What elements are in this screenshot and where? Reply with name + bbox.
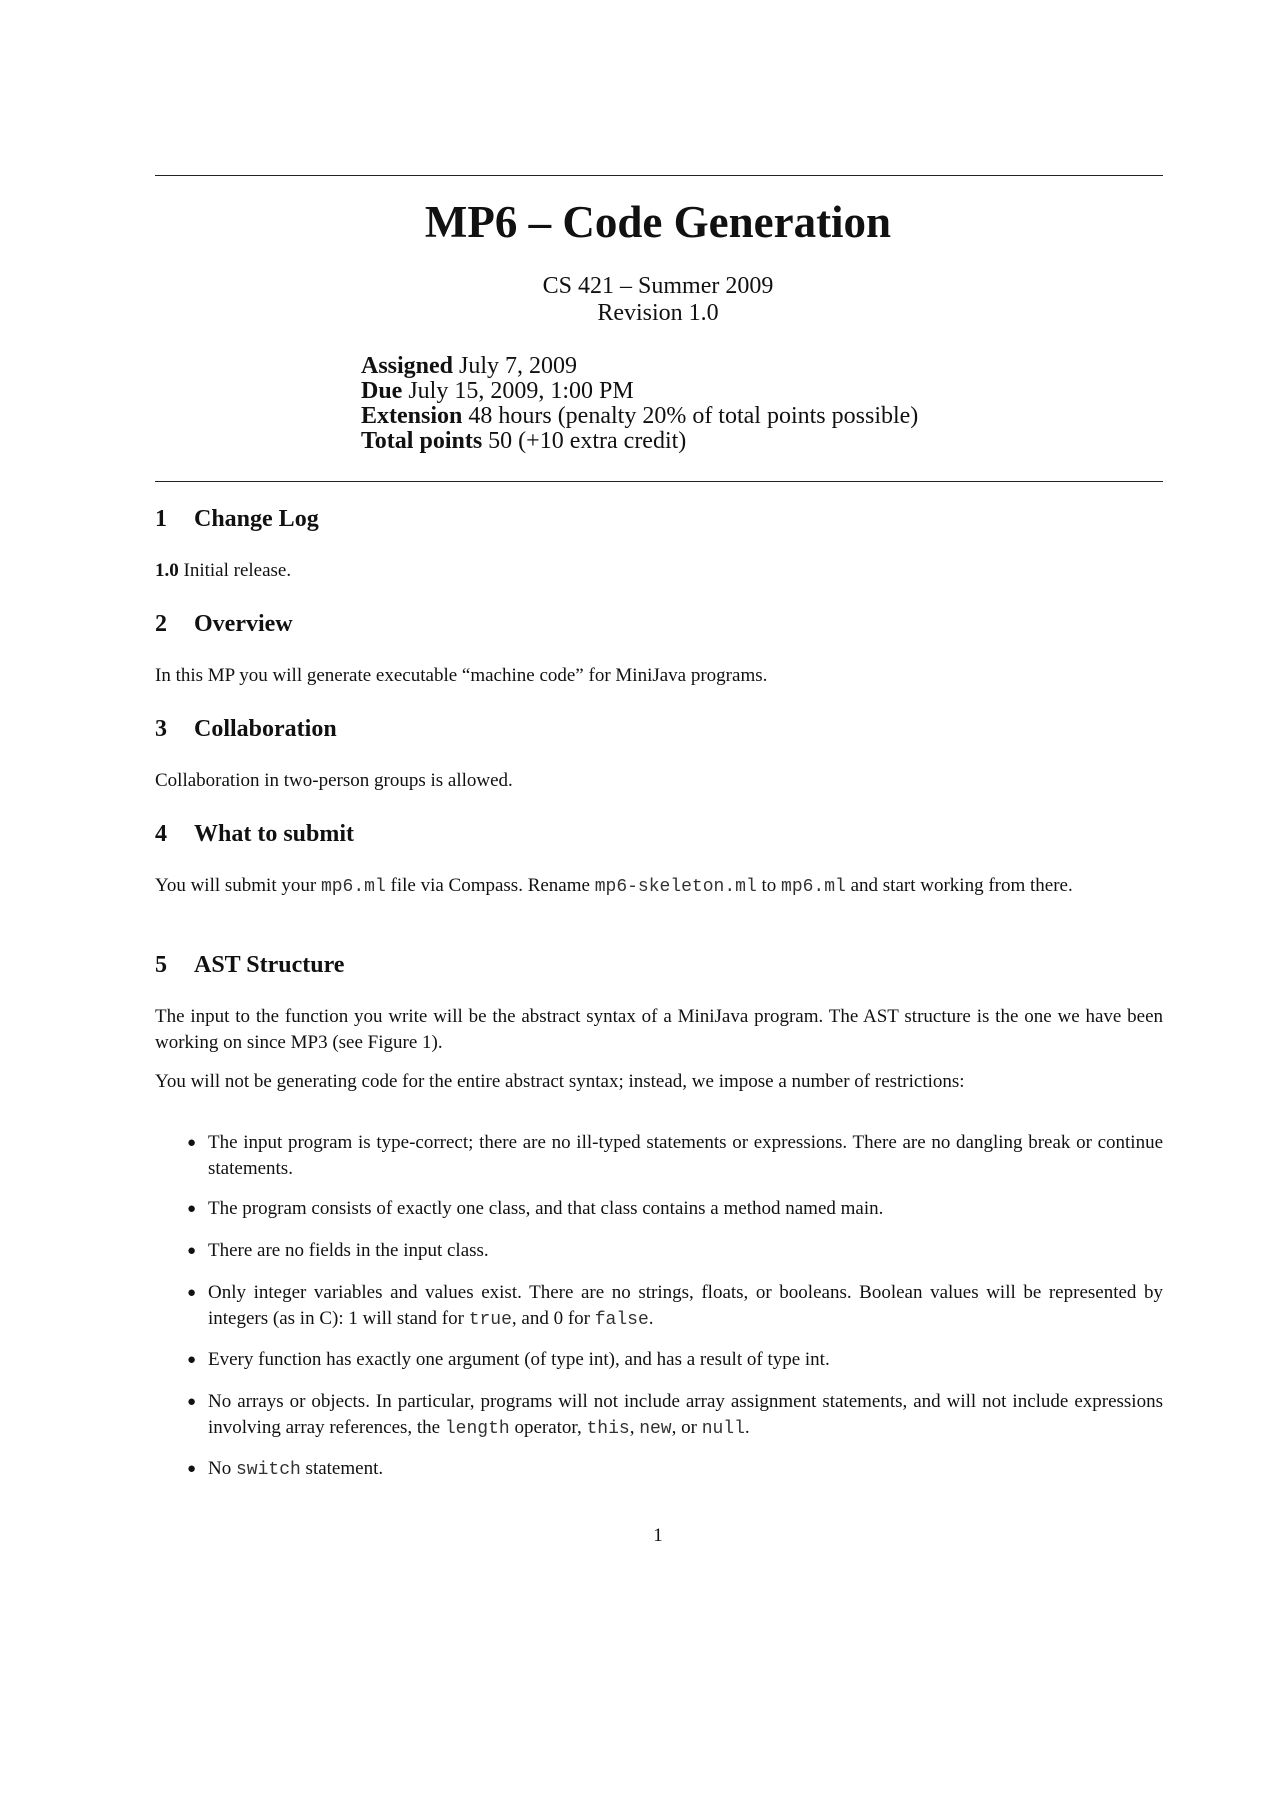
changelog-text: Initial release. xyxy=(178,560,292,581)
list-item: ● The program consists of exactly one class, and that class contains a method named main. xyxy=(208,1196,1163,1222)
document-title: MP6 – Code Generation xyxy=(424,197,892,247)
points-value: 50 (+10 extra credit) xyxy=(482,428,687,454)
list-item: ● Only integer variables and values exist. There are no strings, floats, or booleans. Boolean values will be represented by integers (as in C): 1 will stand for true, and 0 for false. xyxy=(187,1282,1163,1330)
bullet-icon: ● xyxy=(187,1394,197,1410)
section-title: AST Structure xyxy=(194,952,345,978)
section-title: Overview xyxy=(194,611,293,637)
section-title: Collaboration xyxy=(194,716,337,742)
points-row xyxy=(361,429,918,454)
section-title: What to submit xyxy=(194,821,355,847)
list-item: ● The input program is type-correct; there are no ill-typed statements or expressions. There are no dangling break or continue statements. xyxy=(187,1132,1163,1179)
due-value: July 15, 2009, 1:00 PM xyxy=(402,378,634,404)
list-item: ● No arrays or objects. In particular, programs will not include array assignment statements, and will not include expressions involving array references, the length operator, this, new, or null. xyxy=(187,1391,1163,1439)
top-rule xyxy=(155,175,1163,176)
section-heading-collaboration xyxy=(155,716,337,743)
header-bottom-rule xyxy=(155,481,1163,482)
bullet-icon: ● xyxy=(187,1461,197,1477)
bullet-icon: ● xyxy=(187,1352,197,1368)
course-line: CS 421 – Summer 2009 xyxy=(542,273,774,299)
changelog-entry xyxy=(155,558,1163,584)
target-filename: mp6.ml xyxy=(781,877,846,897)
false-keyword: false xyxy=(594,1310,649,1330)
section-heading-ast-structure xyxy=(155,952,344,979)
this-keyword: this xyxy=(586,1419,630,1439)
submit-filename: mp6.ml xyxy=(320,877,386,897)
list-item: ● No switch statement. xyxy=(187,1458,384,1480)
collaboration-paragraph: Collaboration in two-person groups is allowed. xyxy=(155,770,513,791)
bullet-icon: ● xyxy=(187,1201,197,1217)
extension-value: 48 hours (penalty 20% of total points possible) xyxy=(462,403,919,429)
extension-row xyxy=(361,404,918,429)
assigned-row xyxy=(361,354,918,379)
extension-label: Extension xyxy=(361,403,463,429)
section-number: 3 xyxy=(155,716,167,742)
section-heading-change-log xyxy=(155,506,319,533)
ast-paragraph-1: The input to the function you write will be the abstract syntax of a MiniJava program. The AST structure is the one we have been working on since MP3 (see Figure 1). xyxy=(155,1006,1163,1053)
ast-paragraph-2: You will not be generating code for the entire abstract syntax; instead, we impose a number of restrictions: xyxy=(155,1071,965,1092)
null-keyword: null xyxy=(701,1419,745,1439)
due-label: Due xyxy=(361,378,403,404)
new-keyword: new xyxy=(639,1419,672,1439)
submit-text-4: and start working from there. xyxy=(845,875,1073,896)
list-item: ● Every function has exactly one argument (of type int), and has a result of type int. xyxy=(208,1347,1163,1373)
section-number: 5 xyxy=(155,952,167,978)
revision-line: Revision 1.0 xyxy=(597,300,719,326)
bullet-icon: ● xyxy=(187,1243,197,1259)
submit-paragraph xyxy=(155,873,1163,900)
section-number: 1 xyxy=(155,506,167,532)
list-item: ● There are no fields in the input class. xyxy=(208,1238,1163,1264)
section-title: Change Log xyxy=(194,506,319,532)
page-number: 1 xyxy=(653,1525,663,1546)
section-number: 2 xyxy=(155,611,167,637)
overview-paragraph: In this MP you will generate executable “machine code” for MiniJava programs. xyxy=(155,665,768,686)
assignment-meta xyxy=(361,354,918,454)
submit-text-2: file via Compass. Rename xyxy=(385,875,595,896)
changelog-version: 1.0 xyxy=(155,560,179,581)
bullet-icon: ● xyxy=(187,1135,197,1151)
section-heading-overview xyxy=(155,611,293,638)
assigned-label: Assigned xyxy=(361,353,454,379)
submit-text-1: You will submit your xyxy=(155,875,321,896)
skeleton-filename: mp6-skeleton.ml xyxy=(594,877,757,897)
switch-keyword: switch xyxy=(235,1460,301,1480)
bullet-icon: ● xyxy=(187,1285,197,1301)
section-heading-what-to-submit xyxy=(155,821,354,848)
points-label: Total points xyxy=(361,428,483,454)
length-keyword: length xyxy=(444,1419,510,1439)
assigned-value: July 7, 2009 xyxy=(453,353,578,379)
due-row xyxy=(361,379,918,404)
submit-text-3: to xyxy=(756,875,782,896)
true-keyword: true xyxy=(468,1310,512,1330)
section-number: 4 xyxy=(155,821,167,847)
